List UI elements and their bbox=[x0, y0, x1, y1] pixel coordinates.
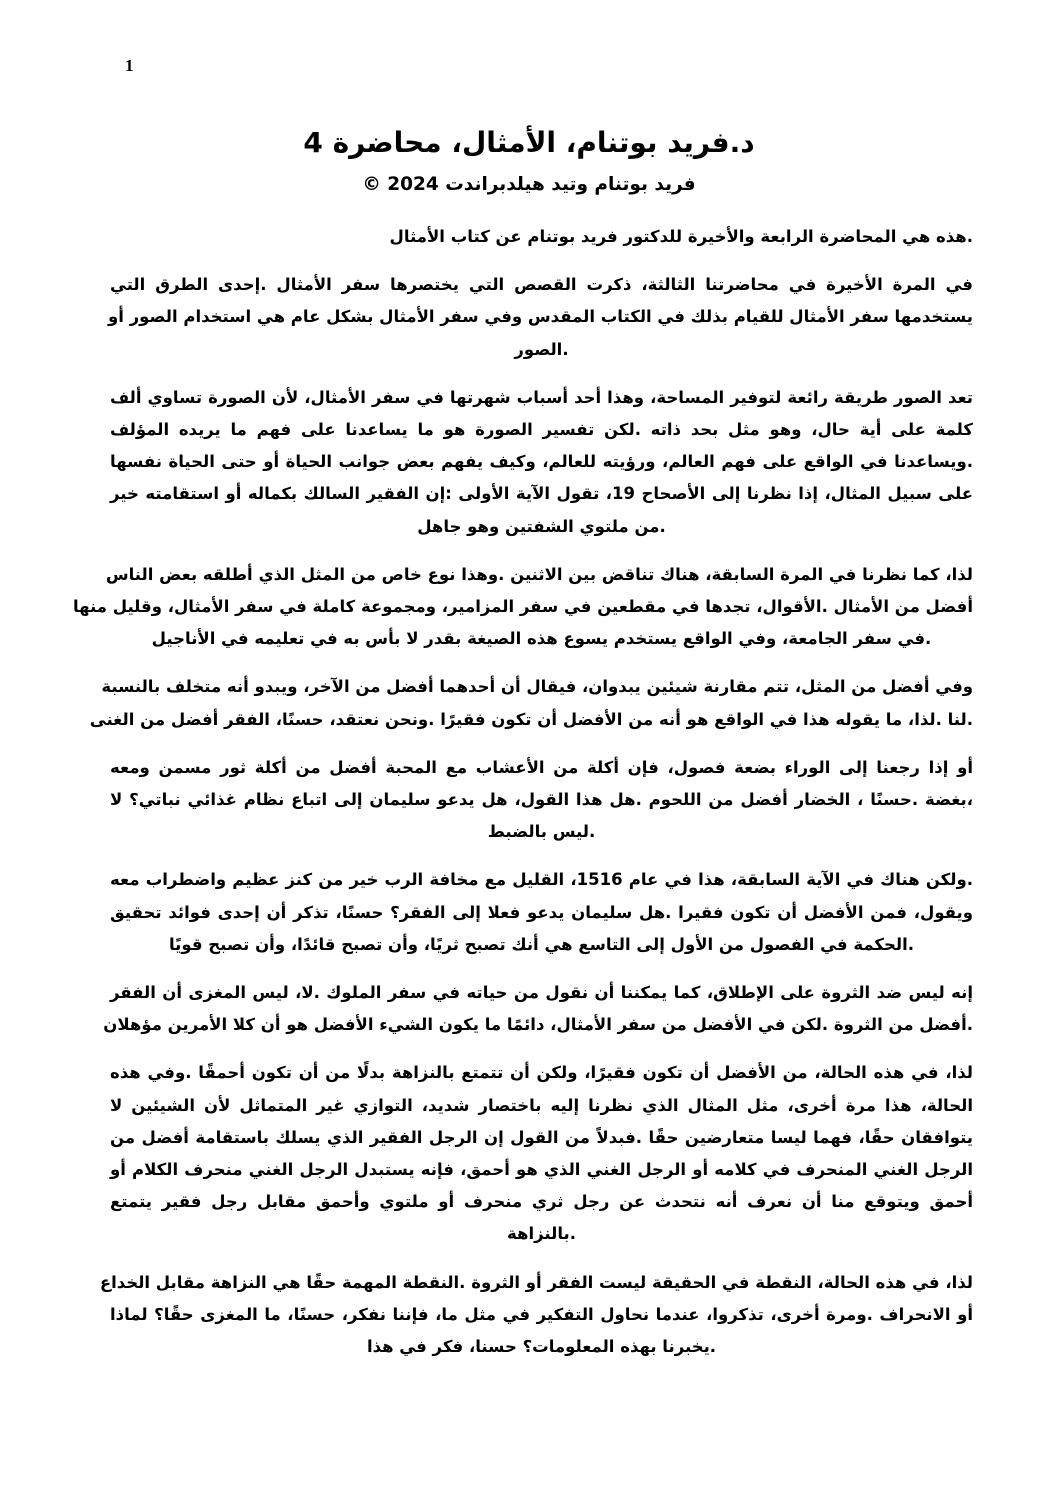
paragraph-line: تعد الصور طريقة رائعة لتوفير المساحة، وهذا أحد أسباب شهرتها في سفر الأمثال، لأن الصورة تساوي ألف bbox=[110, 387, 973, 407]
paragraph-line: على سبيل المثال، إذا نظرنا إلى الأصحاح 19، تقول الآية الأولى :إن الفقير السالك بكماله أو استقامته خير bbox=[110, 484, 973, 504]
paragraph-line: أفضل من الأمثال .الأقوال، تجدها في مقطعين في سفر المزامير، ومجموعة كاملة في سفر الأمثال، وقليل منها bbox=[72, 597, 973, 617]
paragraph-line: يستخدمها سفر الأمثال للقيام بذلك في الكتاب المقدس وفي سفر الأمثال بشكل عام هي استخدام الصور أو bbox=[108, 307, 973, 327]
paragraph-line: لذا، كما نظرنا في المرة السابقة، هناك تناقض بين الاثنين .وهذا نوع خاص من المثل الذي أطلقه بعض الناس bbox=[105, 564, 973, 584]
paragraph-line: كلمة على أية حال، وهو مثل بحد ذاته .لكن تفسير الصورة هو ما يساعدنا على فهم ما يريده المؤلف bbox=[110, 420, 973, 440]
paragraph-line: .بالنزاهة bbox=[507, 1224, 576, 1244]
paragraph-line: أو الانحراف .ومرة أخرى، تذكروا، عندما نحاول التفكير في مثل ما، فإننا نفكر، حسنًا، ما المغزى حقًا؟ لماذا bbox=[110, 1304, 973, 1324]
paragraph bbox=[110, 382, 973, 543]
paragraph-line: في المرة الأخيرة في محاضرتنا الثالثة، ذكرت القصص التي يختصرها سفر الأمثال .إحدى الطرق التي bbox=[110, 275, 973, 295]
paragraph-line: .الصور bbox=[514, 339, 569, 359]
paragraph bbox=[103, 977, 973, 1041]
paragraph bbox=[110, 864, 973, 961]
paragraph bbox=[72, 559, 973, 656]
paragraph-line: يتوافقان حقًا، فهما ليسا متعارضين حقًا .فبدلاً من القول إن الرجل الفقير الذي يسلك باستقامة أفضل من bbox=[110, 1127, 973, 1147]
paragraph-line: .في سفر الجامعة، وفي الواقع يستخدم يسوع هذه الصيغة بقدر لا بأس به في تعليمه في الأناجيل bbox=[151, 629, 932, 649]
document-body bbox=[72, 221, 974, 1379]
page-number: 1 bbox=[125, 56, 134, 75]
paragraph-line: الرجل الغني المنحرف في كلامه أو الرجل الغني الذي هو أحمق، فإنه يستبدل الرجل الغني منحرف الكلام أو bbox=[110, 1160, 973, 1180]
paragraph bbox=[110, 269, 973, 366]
paragraph-line: .هذه هي المحاضرة الرابعة والأخيرة للدكتور فريد بوتنام عن كتاب الأمثال bbox=[389, 227, 973, 246]
paragraph-line: أحمق ويتوقع منا أن نعرف أنه نتحدث عن رجل ثري منحرف أو ملتوي وأحمق مقابل رجل فقير يتمتع bbox=[110, 1192, 973, 1212]
document-byline: فريد بوتنام وتيد هيلدبراندت 2024 © bbox=[362, 174, 696, 195]
paragraph bbox=[89, 671, 973, 735]
paragraph bbox=[110, 752, 973, 849]
paragraph-line: .الحكمة في الفصول من الأول إلى التاسع هي أنك تصبح ثريًا، وأن تصبح قائدًا، وأن تصبح قويًا bbox=[168, 934, 915, 954]
paragraph-line: .أفضل من الثروة .لكن في الأفضل من سفر الأمثال، دائمًا ما يكون الشيء الأفضل هو أن كلا الأمرين مؤهلان bbox=[103, 1015, 973, 1035]
paragraph-line: الحالة، هذا مرة أخرى، مثل المثال الذي نظرنا إليه باختصار شديد، التوازي غير المتماثل لأن الشيئين لا bbox=[110, 1095, 973, 1115]
paragraph-line: إنه ليس ضد الثروة على الإطلاق، كما يمكننا أن نقول من حياته في سفر الملوك .لا، ليس المغزى أن الفقر bbox=[110, 983, 973, 1003]
paragraph-line: .لنا .لذا، ما يقوله هذا في الواقع هو أنه من الأفضل أن تكون فقيرًا .ونحن نعتقد، حسنًا، الفقر أفضل من الغنى bbox=[89, 709, 973, 729]
paragraph bbox=[99, 1267, 973, 1364]
paragraph bbox=[110, 1057, 973, 1250]
paragraph-line: أو إذا رجعنا إلى الوراء بضعة فصول، فإن أكلة من الأعشاب مع المحبة أفضل من أكلة ثور مسمن ومعه bbox=[110, 757, 973, 777]
paragraph-line: لذا، في هذه الحالة، من الأفضل أن تكون فقيرًا، ولكن أن تتمتع بالنزاهة بدلًا من أن تكون أحمقًا .وفي هذه bbox=[110, 1063, 973, 1083]
paragraph-line: .ليس بالضبط bbox=[487, 822, 596, 842]
paragraph-line: ،بغضة .حسنًا ، الخضار أفضل من اللحوم .هل هذا القول، هل يدعو سليمان إلى اتباع نظام غذائي نباتي؟ لا bbox=[110, 790, 973, 810]
paragraph-line: وفي أفضل من المثل، تتم مقارنة شيئين يبدوان، فيقال أن أحدهما أفضل من الآخر، ويبدو أنه متخلف بالنسبة bbox=[101, 677, 973, 697]
paragraph-line: ويقول، فمن الأفضل أن تكون فقيرا .هل سليمان يدعو فعلا إلى الفقر؟ حسنًا، تذكر أن إحدى فوائد تحقيق bbox=[110, 902, 973, 922]
paragraph-line: .من ملتوي الشفتين وهو جاهل bbox=[417, 516, 666, 536]
paragraph-line: .ولكن هناك في الآية السابقة، هذا في عام 1516، القليل مع مخافة الرب خير من كنز عظيم واضطراب معه bbox=[110, 870, 974, 890]
document-title: د.فريد بوتنام، الأمثال، محاضرة 4 bbox=[303, 126, 755, 159]
paragraph bbox=[110, 221, 973, 253]
paragraph-line: .ويساعدنا في الواقع على فهم العالم، ورؤيته للعالم، وكيف يفهم بعض جوانب الحياة أو حتى الحياة نفسها bbox=[110, 452, 973, 472]
paragraph-line: لذا، في هذه الحالة، النقطة في الحقيقة ليست الفقر أو الثروة .النقطة المهمة حقًا هي النزاهة مقابل الخداع bbox=[99, 1272, 973, 1292]
paragraph-line: .يخبرنا بهذه المعلومات؟ حسنا، فكر في هذا bbox=[366, 1337, 717, 1357]
